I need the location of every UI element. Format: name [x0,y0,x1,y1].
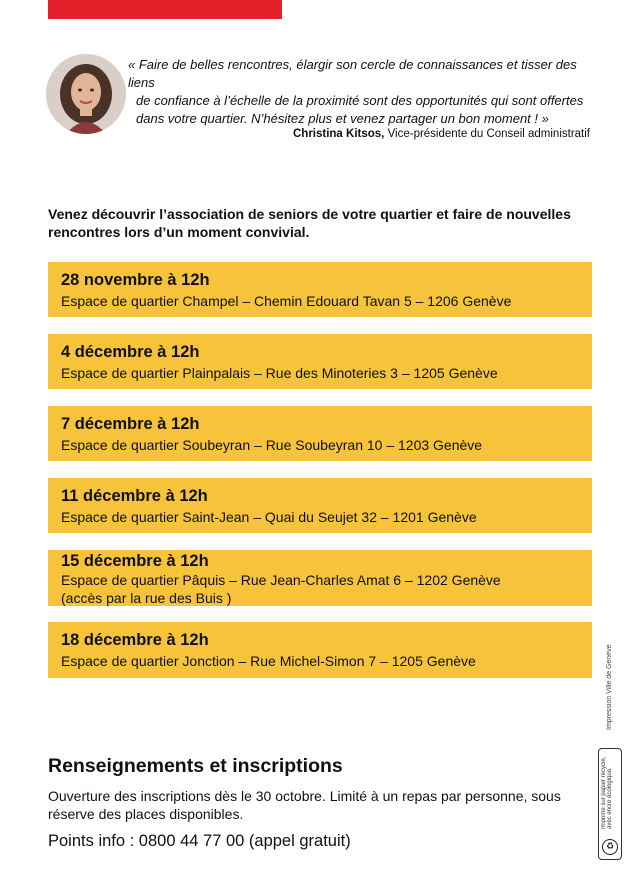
info-phone: Points info : 0800 44 77 00 (appel gratuit) [48,832,351,850]
event-item [48,334,592,389]
event-item [48,478,592,533]
event-date: 11 décembre à 12h [61,487,208,505]
event-note: (accès par la rue des Buis ) [61,590,232,606]
event-item [48,406,592,461]
event-date: 18 décembre à 12h [61,631,209,649]
portrait-illustration [46,54,126,134]
print-credit: Impression Ville de Genève [606,644,613,730]
top-red-bar [48,0,282,19]
eco-label-line-2: avec encre écologique. [607,767,613,829]
eco-label [598,748,622,860]
portrait-photo [46,54,126,134]
quote-block [128,56,598,128]
event-item [48,550,592,606]
event-place: Espace de quartier Saint-Jean – Quai du Seujet 32 – 1201 Genève [61,509,477,525]
signature-role: Vice-présidente du Conseil administratif [384,128,590,140]
eco-label-text [601,757,613,829]
eco-label-line-1: Imprimé sur papier recyclé, [601,756,607,829]
event-place: Espace de quartier Jonction – Rue Michel-Simon 7 – 1205 Genève [61,653,476,669]
quote-line-3: dans votre quartier. N’hésitez plus et venez partager un bon moment ! » [136,111,549,126]
event-date: 28 novembre à 12h [61,271,210,289]
event-place: Espace de quartier Pâquis – Rue Jean-Charles Amat 6 – 1202 Genève [61,572,501,588]
event-place: Espace de quartier Plainpalais – Rue des Minoteries 3 – 1205 Genève [61,365,498,381]
quote-signature [293,128,590,140]
info-text: Ouverture des inscriptions dès le 30 octobre. Limité à un repas par personne, sous réserve des places disponibles. [48,788,561,822]
event-item [48,622,592,678]
event-item [48,262,592,317]
event-date: 7 décembre à 12h [61,415,200,433]
intro-text: Venez découvrir l’association de seniors de votre quartier et faire de nouvelles rencontres lors d’un moment convivial. [48,206,571,240]
quote-line-2: de confiance à l’échelle de la proximité sont des opportunités qui sont offertes [136,93,584,108]
event-date: 15 décembre à 12h [61,552,209,570]
event-place: Espace de quartier Soubeyran – Rue Soubeyran 10 – 1203 Genève [61,437,483,453]
recycle-icon: ♻ [602,839,618,855]
signature-name: Christina Kitsos, [292,128,385,140]
event-date: 4 décembre à 12h [61,343,200,361]
info-title: Renseignements et inscriptions [48,755,343,777]
event-place: Espace de quartier Champel – Chemin Edouard Tavan 5 – 1206 Genève [61,293,512,309]
quote-line-1: « Faire de belles rencontres, élargir son cercle de connaissances et tisser des liens [128,57,577,90]
